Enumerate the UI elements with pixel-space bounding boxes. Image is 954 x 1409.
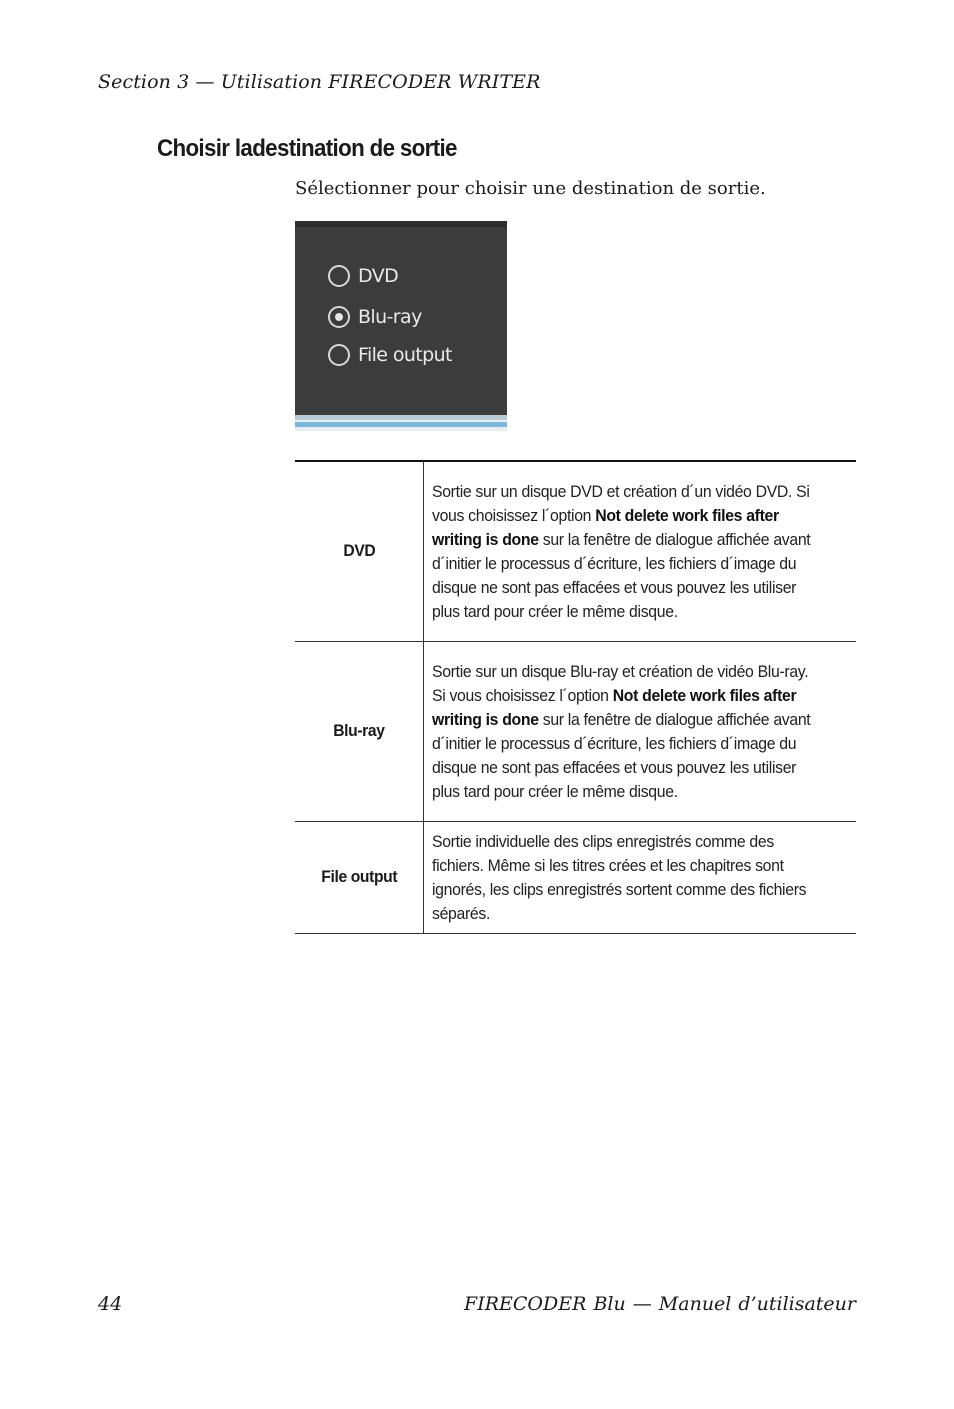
panel-bottom-bar [295, 411, 507, 431]
running-header: Section 3 — Utilisation FIRECODER WRITER [98, 71, 541, 93]
description-bold: Not delete work files after writing is done [432, 505, 779, 549]
description-bold: Not delete work files after writing is done [432, 685, 797, 729]
radio-checked-icon [328, 306, 350, 328]
output-options-table [295, 460, 856, 934]
option-description-cell [424, 821, 857, 933]
option-name: Blu-ray [333, 721, 385, 740]
radio-blu-ray[interactable] [328, 302, 422, 332]
option-name-cell [295, 461, 424, 641]
radio-label: Blu-ray [358, 306, 422, 328]
description-text: sur la fenêtre de dialogue affichée avant d´initier le processus d´écriture, les fichiers d´image du disque ne sont pas effacées et vous pouvez les utiliser plus tard pour créer le même disque. [432, 529, 811, 621]
page-number: 44 [98, 1293, 123, 1315]
option-description-cell [424, 461, 857, 641]
radio-unchecked-icon [328, 344, 350, 366]
table-row [295, 641, 856, 821]
radio-dvd[interactable] [328, 261, 398, 291]
description-text: Sortie individuelle des clips enregistrés comme des fichiers. Même si les titres crées et les chapitres sont ignorés, les clips enregistrés sortent comme des fichiers séparés. [432, 831, 807, 923]
option-name: File output [321, 867, 397, 886]
option-name-cell [295, 821, 424, 933]
radio-unchecked-icon [328, 265, 350, 287]
option-name: DVD [343, 541, 375, 561]
option-name-cell [295, 641, 424, 821]
description-text: Sortie sur un disque Blu-ray et création de vidéo Blu-ray. Si vous choisissez l´option [432, 661, 809, 705]
section-intro: Sélectionner pour choisir une destination de sortie. [295, 178, 766, 199]
output-destination-panel [295, 221, 507, 431]
description-text: sur la fenêtre de dialogue affichée avant d´initier le processus d´écriture, les fichiers d´image du disque ne sont pas effacées et vous pouvez les utiliser plus tard pour créer le même disque. [432, 709, 811, 801]
section-title: Choisir ladestination de sortie [157, 135, 457, 162]
description-text: Sortie sur un disque DVD et création d´un vidéo DVD. Si vous choisissez l´option [432, 481, 810, 525]
table-row [295, 821, 856, 933]
radio-label: DVD [358, 265, 399, 287]
option-description-cell [424, 641, 857, 821]
radio-label: File output [358, 344, 452, 366]
table-row [295, 461, 856, 641]
radio-file-output[interactable] [328, 340, 452, 370]
manual-title: FIRECODER Blu — Manuel d’utilisateur [464, 1293, 856, 1315]
